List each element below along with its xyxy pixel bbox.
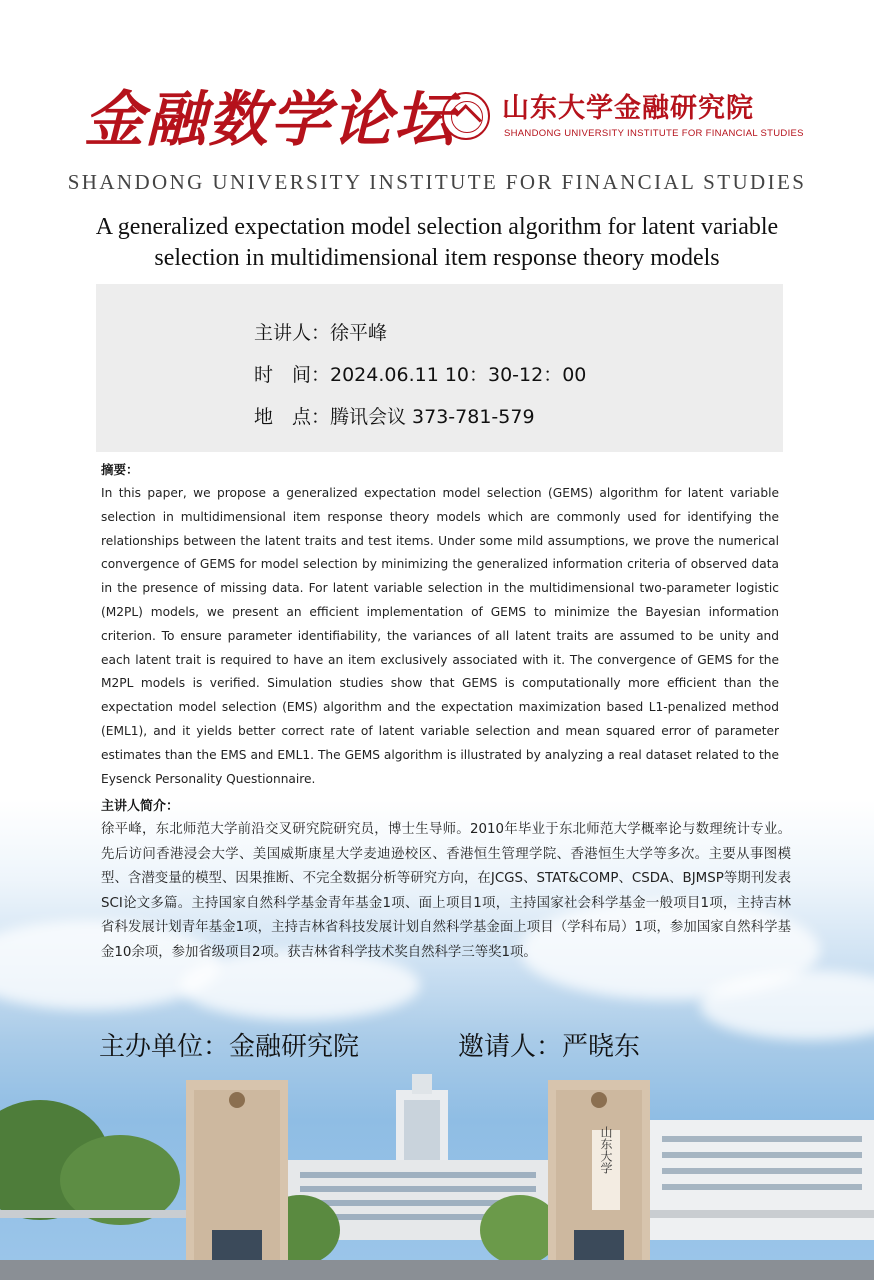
abstract-heading: 摘要： xyxy=(101,462,139,477)
logo-chinese-name: 山东大学金融研究院 xyxy=(502,93,754,124)
speaker-line: 主讲人：徐平峰 xyxy=(254,322,388,344)
bio-heading: 主讲人简介： xyxy=(101,799,180,814)
location-line: 地 点：腾讯会议 373-781-579 xyxy=(254,406,535,428)
host-organizer: 主办单位：金融研究院 xyxy=(99,1032,360,1062)
abstract-body: In this paper, we propose a generalized expectation model selection (GEMS) algorithm for latent variable selection in multidimensional item response theory models which are commonly used for identifying the relationships between the latent traits and test items. Under some mild assumptions, we prove the numerical convergence of GEMS for model selection by minimizing the generalized information criteria of observed data in the presence of missing data. For latent variable selection in the multidimensional two-parameter logistic (M2PL) models, we present an efficient implementation of GEMS to minimize the Bayesian information criterion. To ensure parameter identifiability, the variances of all latent traits are assumed to be unity and each latent trait is required to have an item exclusively associated with it. The convergence of GEMS for the M2PL models is verified. Simulation studies show that GEMS is computationally more efficient than the expectation model selection (EMS) algorithm and the expectation maximization based L1-penalized method (EML1), and it yields better correct rate of latent variable selection and mean squared error of parameter estimates than the EMS and EML1. The GEMS algorithm is illustrated by analyzing a real dataset related to the Eysenck Personality Questionnaire. xyxy=(101,486,779,786)
time-line: 时 间：2024.06.11 10：30-12：00 xyxy=(254,364,587,386)
gate-inscription: 山东大学 xyxy=(599,1126,613,1174)
talk-title: A generalized expectation model selection algorithm for latent variable selection in multidimensional item response theory models xyxy=(95,214,779,271)
bio-body: 徐平峰，东北师范大学前沿交叉研究院研究员，博士生导师。2010年毕业于东北师范大学概率论与数理统计专业。先后访问香港浸会大学、美国威斯康星大学麦迪逊校区、香港恒生管理学院、香港恒生大学等多次。主要从事图模型、含潜变量的模型、因果推断、不完全数据分析等研究方向，在JCGS、STAT&COMP、CSDA、BJMSP等期刊发表SCI论文多篇。主持国家自然科学基金青年基金1项、面上项目1项，主持国家社会科学基金一般项目1项，主持吉林省科发展计划青年基金1项，主持吉林省科技发展计划自然科学基金面上项目（学科布局）1项，参加国家自然科学基金10余项，参加省级项目2项。获吉林省科学技术奖自然科学三等奖1项。 xyxy=(101,822,791,960)
university-seal-icon xyxy=(442,92,490,140)
talk-info-box xyxy=(96,284,783,452)
forum-title: 金融数学论坛 xyxy=(84,85,456,155)
institute-subtitle: SHANDONG UNIVERSITY INSTITUTE FOR FINANCIAL STUDIES xyxy=(67,170,807,194)
campus-gate-illustration xyxy=(0,1060,874,1280)
institute-logo xyxy=(442,92,804,144)
logo-english-name: SHANDONG UNIVERSITY INSTITUTE FOR FINANCIAL STUDIES xyxy=(504,128,804,139)
inviter: 邀请人：严晓东 xyxy=(458,1032,641,1062)
